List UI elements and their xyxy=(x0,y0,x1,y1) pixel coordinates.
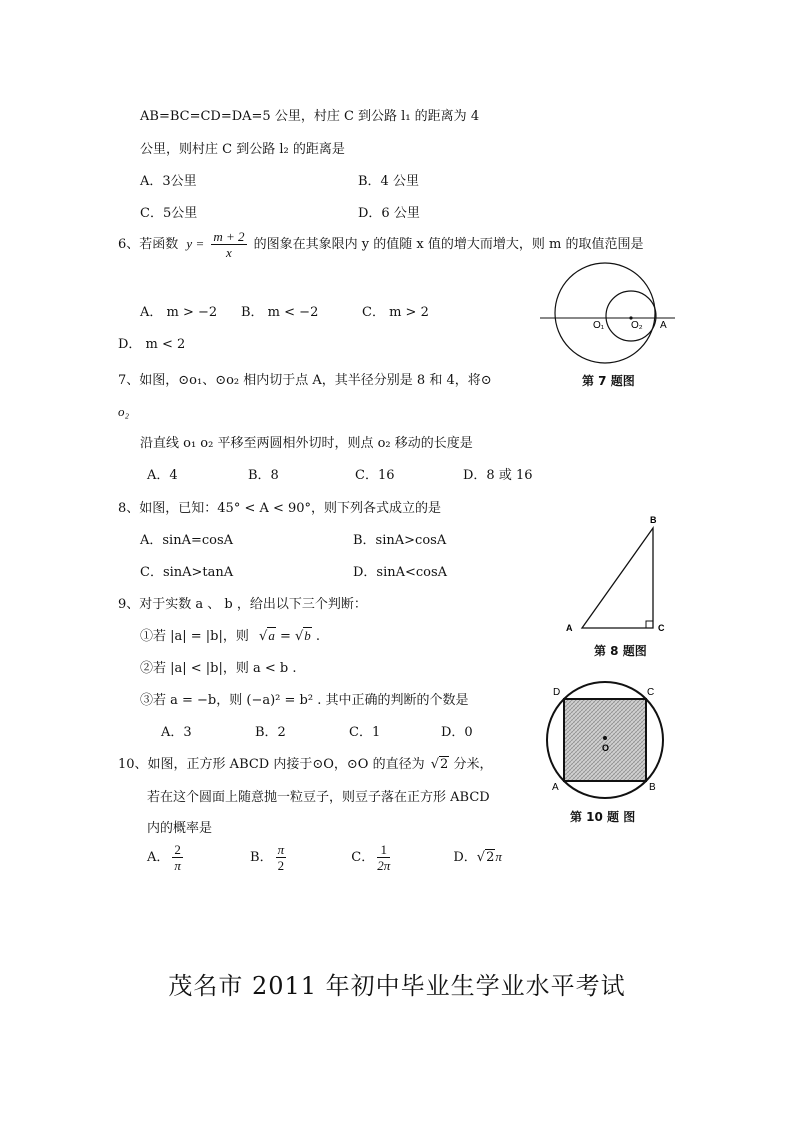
q10-optc-den: 2π xyxy=(377,858,391,873)
q5-option-d: D．6 公里 xyxy=(358,206,420,221)
q10-optb-den: 2 xyxy=(277,858,285,873)
q10-optd-post: π xyxy=(495,849,502,864)
q10-label-a: A xyxy=(552,782,559,793)
q10-line1b: 分米， xyxy=(453,757,493,772)
q10-optd-label: D． xyxy=(453,850,477,865)
q9-line1: 9、对于实数 a 、 b ，给出以下三个判断： xyxy=(118,597,367,612)
q7-label-o2: O₂ xyxy=(631,320,643,331)
q10-optd-sqrt: 2 xyxy=(486,850,495,865)
q10-sqrt2: 2 xyxy=(440,757,449,772)
q10-optc-num: 1 xyxy=(377,842,390,858)
q7-label-o1: O₁ xyxy=(593,320,605,331)
q5-option-c: C．5公里 xyxy=(140,206,198,221)
q6-y: y = xyxy=(186,236,205,251)
q6-fraction xyxy=(211,229,246,260)
q8-line1: 8、如图，已知：45° < A < 90°，则下列各式成立的是 xyxy=(118,501,442,516)
q7-line1b: o₂ xyxy=(118,404,130,419)
q8-label-b: B xyxy=(650,515,657,525)
q10-options xyxy=(147,842,502,873)
q10-line3: 内的概率是 xyxy=(147,821,213,836)
exam-title: 茂名市 2011 年初中毕业生学业水平考试 xyxy=(168,972,626,1000)
q10-option-d: D．√2π xyxy=(453,849,502,865)
q10-opta-den: π xyxy=(174,858,181,873)
q10-label-d: D xyxy=(553,687,561,698)
q7-figure xyxy=(535,262,680,372)
q7-option-d: D．8 或 16 xyxy=(463,468,533,483)
q10-option-b xyxy=(250,842,293,873)
q7-option-b: B．8 xyxy=(248,468,279,483)
q8-label-c: C xyxy=(658,623,665,633)
q10-label-c: C xyxy=(647,687,655,698)
q9-j1-sqrt-a: a xyxy=(268,628,275,643)
q10-label-b: B xyxy=(649,782,656,793)
q6-frac-den: x xyxy=(226,245,232,260)
q5-option-b: B．4 公里 xyxy=(358,174,419,189)
q10-optb-num: π xyxy=(277,842,285,857)
q9-judgement-2: ②若 |a| < |b|，则 a < b . xyxy=(140,661,297,676)
q9-judgement-1: ①若 |a| = |b|，则 √a = √b . xyxy=(140,628,321,644)
q10-optb-label: B． xyxy=(250,850,273,865)
q5-line2: 公里，则村庄 C 到公路 l₂ 的距离是 xyxy=(140,142,345,157)
q6-frac-num: m + 2 xyxy=(213,229,245,244)
q7-option-a: A．4 xyxy=(147,468,178,483)
q6-option-b: B． m < −2 xyxy=(241,305,319,320)
q7-option-c: C．16 xyxy=(355,468,395,483)
q7-line1: 7、如图，⊙o₁、⊙o₂ 相内切于点 A，其半径分别是 8 和 4，将⊙ xyxy=(118,373,492,388)
q7-line2: 沿直线 o₁ o₂ 平移至两圆相外切时，则点 o₂ 移动的长度是 xyxy=(140,436,473,451)
q10-optc-label: C． xyxy=(351,850,375,865)
q7-label-a: A xyxy=(660,320,667,331)
q10-line2: 若在这个圆面上随意抛一粒豆子，则豆子落在正方形 ABCD xyxy=(147,790,490,805)
q10-label-o: O xyxy=(602,743,610,753)
q9-j1-end: . xyxy=(311,629,321,644)
q8-label-a: A xyxy=(566,623,573,633)
q7-figure-caption: 第 7 题图 xyxy=(582,374,635,388)
q5-option-a: A．3公里 xyxy=(140,174,197,189)
q10-line1a: 10、如图，正方形 ABCD 内接于⊙O，⊙O 的直径为 xyxy=(118,757,425,772)
q9-judgement-3: ③若 a = −b，则 (−a)² = b² . 其中正确的判断的个数是 xyxy=(140,693,469,708)
q10-center-dot xyxy=(603,736,607,740)
q9-option-d: D．0 xyxy=(441,725,473,740)
q6-option-c: C． m > 2 xyxy=(362,305,429,320)
q6-pre: 6、若函数 xyxy=(118,237,179,252)
q9-option-b: B．2 xyxy=(255,725,286,740)
q9-option-a: A．3 xyxy=(161,725,192,740)
q8-triangle xyxy=(582,528,653,628)
q8-option-a: A．sinA=cosA xyxy=(140,533,234,548)
q9-j1-eq: = xyxy=(275,629,295,644)
q6-stem xyxy=(118,229,643,260)
q9-j1-sqrt-b: b xyxy=(304,628,311,643)
q10-option-a xyxy=(147,842,190,873)
q10-figure-caption: 第 10 题 图 xyxy=(570,810,636,824)
q7-small-circle xyxy=(606,291,656,341)
q8-option-b: B．sinA>cosA xyxy=(353,533,447,548)
q10-line1: 10、如图，正方形 ABCD 内接于⊙O，⊙O 的直径为 √2 分米， xyxy=(118,757,493,772)
q8-option-c: C．sinA>tanA xyxy=(140,565,234,580)
q8-figure xyxy=(560,510,675,635)
q8-right-angle xyxy=(646,621,653,628)
q10-opta-num: 2 xyxy=(174,842,181,857)
q6-option-d: D． m < 2 xyxy=(118,337,186,352)
q10-opta-label: A． xyxy=(147,850,170,865)
q6-post: 的图象在其象限内 y 的值随 x 值的增大而增大，则 m 的取值范围是 xyxy=(253,237,644,252)
q10-figure xyxy=(540,680,675,805)
q8-figure-caption: 第 8 题图 xyxy=(594,644,647,658)
q6-option-a: A． m > −2 xyxy=(140,305,218,320)
q7-big-circle xyxy=(555,263,655,363)
q8-option-d: D．sinA<cosA xyxy=(353,565,448,580)
q9-option-c: C．1 xyxy=(349,725,381,740)
q9-j1-pre: ①若 |a| = |b|，则 xyxy=(140,629,249,644)
q5-line1: AB=BC=CD=DA=5 公里，村庄 C 到公路 l₁ 的距离为 4 xyxy=(140,109,480,124)
